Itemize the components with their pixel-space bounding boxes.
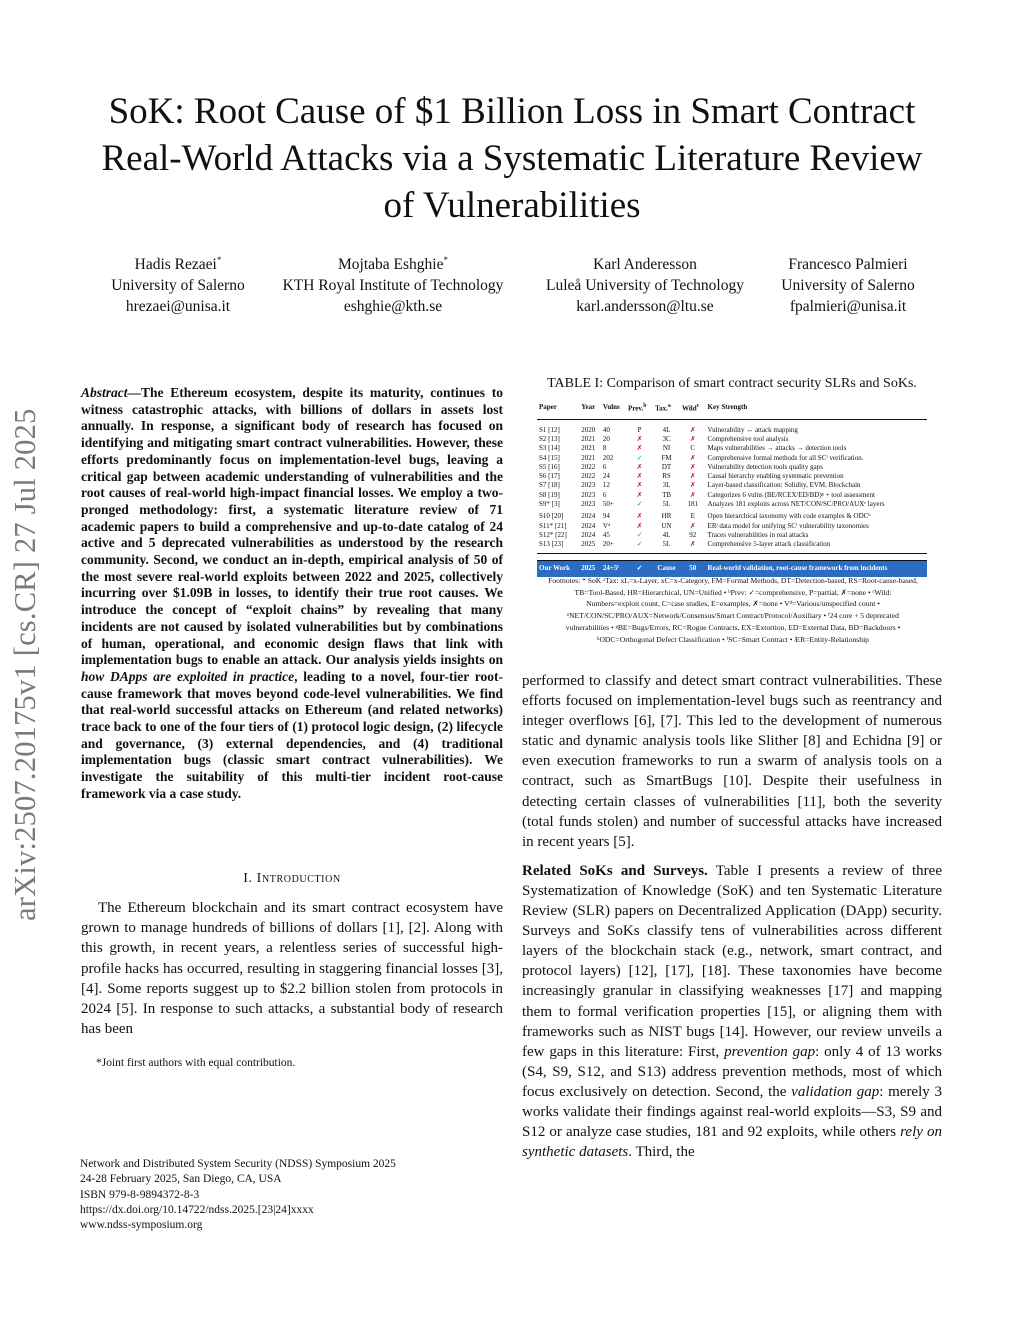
cell-wild: ✗ — [689, 472, 696, 481]
venue-line: Network and Distributed System Security (NDSS) Symposium 2025 — [80, 1158, 396, 1170]
author-4 — [768, 250, 928, 317]
table-row — [537, 540, 927, 554]
cell-year: 2024 — [581, 512, 596, 521]
cell-vulns: 50+ — [602, 500, 614, 508]
table-note-line: ᵉNET/CON/SC/PRO/AUX=Network/Consensus/Smart Contract/Protocol/Auxiliary • ᶠ24 core + 5 deprecated — [567, 611, 899, 621]
cell-strength: Comprehensive formal methods for all SCⁱ verification. — [707, 453, 864, 462]
author-mark: * — [216, 255, 222, 265]
venue-website-link[interactable]: www.ndss-symposium.org — [80, 1219, 203, 1232]
cell-strength: Open hierarchical taxonomy with code examples & ODCʰ — [707, 512, 871, 521]
header-tax-sup: a — [667, 403, 671, 409]
header-prev-sup: b — [643, 403, 647, 409]
cell-prev: P — [637, 425, 642, 434]
cell-strength: Layer-based classification: Solidity, EVM, Blockchain — [707, 481, 861, 490]
author-email[interactable]: karl.andersson@ltu.se — [576, 298, 714, 316]
cell-wild: ✗ — [689, 462, 696, 471]
cell-vulns: 94 — [602, 512, 610, 521]
cell-tax: 5L — [662, 540, 671, 549]
cell-wild: E — [690, 512, 695, 521]
header-vulns: Vulns — [601, 400, 626, 419]
cell-strength: Categorizes 6 vulns (BE/RCEX/ED/BD)ᵍ + tool assessment — [707, 490, 875, 499]
cell-year: 2022 — [581, 472, 596, 481]
cell-year: 2022 — [581, 462, 596, 471]
cell-year: 2021 — [581, 444, 596, 453]
para-text: : only 4 of 13 works (S4, S9, S12, and S13) address prevention methods, most of which focus exclusively on detection. Second, the — [522, 1043, 942, 1100]
table-row — [537, 444, 927, 453]
cell-vulns: 45 — [602, 530, 610, 539]
para-emphasis: rely on synthetic datasets — [522, 1124, 942, 1161]
cell-year: 2023 — [581, 481, 596, 490]
cell-prev: ✗ — [636, 462, 643, 471]
cell-prev: ✓ — [636, 540, 643, 549]
cell-vulns: 202 — [602, 453, 614, 462]
table-caption: TABLE I: Comparison of smart contract security SLRs and SoKs. — [547, 376, 917, 391]
cell-paper: S8 [19] — [539, 490, 560, 499]
cell-tax: 3L — [662, 481, 671, 490]
table-row — [537, 463, 927, 472]
cell-vulns: 20+ — [602, 540, 614, 549]
table-note-line: ʰODC=Orthogonal Defect Classification • ⁱSC=Smart Contract • ʲER=Entity-Relationship — [597, 634, 869, 644]
sok-comparison-table — [537, 400, 927, 577]
cell-year: 2023 — [581, 490, 596, 499]
cell-paper: S1 [12] — [539, 425, 560, 434]
table-note-line: TB=Tool-Based, HR=Hierarchical, UN=Unified • ᵇPrev: ✓=comprehensive, P=partial, ✗=none • ᶜWild: — [574, 587, 892, 597]
cell-year: 2020 — [581, 425, 596, 434]
table-row — [537, 522, 927, 531]
header-strength: Key Strength — [706, 400, 927, 419]
cell-prev: ✓ — [626, 561, 653, 577]
cell-year: 2024 — [581, 521, 596, 530]
cell-wild: ✗ — [689, 425, 696, 434]
table-note-line: Numbers=exploit count, C=case studies, E=examples, ✗=none • Vᵈ=Various/unspecified count • — [586, 599, 880, 609]
cell-strength: Comprehensive tool analysis — [707, 434, 789, 443]
table-row — [537, 435, 927, 444]
cell-prev: ✗ — [636, 444, 643, 453]
author-affiliation: KTH Royal Institute of Technology — [282, 277, 504, 295]
cell-strength: ERʲ data model for unifying SCⁱ vulnerability taxonomies — [707, 521, 869, 530]
table-note-line: Footnotes: * SoK ᵃTax: xL=x-Layer, xC=x-Category, FM=Formal Methods, DT=Detection-based, RS=Root-cause-based, — [548, 576, 918, 585]
right-column-text — [522, 671, 942, 1162]
paragraph-continuation: performed to classify and detect smart contract vulnerabilities. These efforts focused on implementation-level bugs such as reentrancy and integer overflows [6], [7]. This led to the development of numerous static and dynamic analysis tools like Slither [8] and Echidna [9] or even execution frameworks to run a swarm of analysis tools on a contract, such as SmartBugs [10]. Despite their usefulness in detecting certain classes of vulnerabilities [11], both the severity (total funds stolen) and number of successful attacks have increased in recent years [5]. — [522, 673, 942, 850]
cell-year: 2025 — [579, 561, 601, 577]
cell-strength: Comprehensive 5-layer attack classification — [707, 540, 831, 549]
header-prev — [626, 400, 653, 419]
paper-title: SoK: Root Cause of $1 Billion Loss in Smart Contract Real-World Attacks via a Systematic Literature Review of Vulnerabilities — [101, 91, 923, 226]
cell-wild: ✗ — [689, 490, 696, 499]
para-emphasis: prevention gap — [724, 1043, 816, 1060]
author-name: Mojtaba Eshghie — [338, 256, 444, 274]
cell-vulns: 40 — [602, 425, 610, 434]
header-tax — [653, 400, 680, 419]
cell-wild: C — [690, 444, 696, 453]
para-text: . Third, the — [628, 1144, 695, 1161]
cell-vulns: 6 — [602, 462, 607, 471]
footnote: *Joint first authors with equal contribution. — [96, 1057, 296, 1069]
cell-strength: Analyzes 181 exploits across NET/CON/SC/PRO/AUXᵉ layers — [707, 500, 885, 508]
header-tax-label: Tax. — [655, 404, 668, 413]
table-body — [537, 419, 927, 554]
para-emphasis: validation gap — [791, 1083, 880, 1100]
header-prev-label: Prev. — [628, 404, 644, 413]
cell-wild: ✗ — [689, 453, 696, 462]
paragraph-related-work — [522, 861, 942, 1162]
author-email[interactable]: fpalmieri@unisa.it — [789, 298, 907, 316]
header-wild-label: Wild — [681, 404, 697, 413]
cell-wild: ✗ — [689, 521, 696, 530]
table-header-row — [537, 400, 927, 419]
table-row — [537, 481, 927, 490]
cell-tax: TB — [662, 490, 672, 499]
header-wild — [680, 400, 706, 419]
author-name: Karl Anderesson — [593, 256, 697, 274]
cell-vulns: 24 — [602, 472, 610, 481]
author-name: Francesco Palmieri — [788, 256, 908, 274]
cell-tax: 3C — [662, 434, 671, 443]
cell-prev: ✓ — [636, 453, 643, 462]
cell-vulns: Vᵈ — [602, 521, 611, 530]
cell-paper: S4 [15] — [539, 453, 560, 462]
cell-prev: ✗ — [636, 512, 643, 521]
cell-wild: 181 — [687, 500, 698, 508]
author-2 — [266, 250, 520, 317]
cell-paper: S6 [17] — [539, 472, 560, 481]
table-row — [537, 509, 927, 521]
cell-paper: S2 [13] — [539, 434, 560, 443]
cell-paper: S9* [3] — [539, 500, 560, 508]
cell-paper: S3 [14] — [539, 444, 560, 453]
author-email[interactable]: eshghie@kth.se — [343, 298, 443, 316]
table-row — [537, 454, 927, 463]
abstract — [81, 385, 503, 803]
cell-tax: NI — [662, 444, 671, 453]
cell-prev: ✗ — [636, 490, 643, 499]
table-note-line: vulnerabilities • ᵍBE=Bugs/Errors, RC=Rogue Contracts, EX=Extortion, ED=External Data, BD=Backdoors • — [565, 622, 901, 632]
author-3 — [530, 250, 760, 317]
cell-paper: S10 [20] — [539, 512, 564, 521]
cell-vulns: 12 — [602, 481, 610, 490]
cell-wild: 92 — [689, 530, 697, 539]
cell-prev: ✗ — [636, 521, 643, 530]
cell-wild: 50 — [680, 561, 706, 577]
author-name: Hadis Rezaei — [134, 256, 217, 274]
cell-tax: DT — [661, 462, 672, 471]
venue-line: 24-28 February 2025, San Diego, CA, USA — [80, 1173, 282, 1186]
author-affiliation: Luleå University of Technology — [546, 277, 744, 295]
cell-year: 2021 — [581, 453, 596, 462]
cell-vulns: 20 — [602, 434, 610, 443]
cell-prev: ✓ — [636, 500, 643, 508]
cell-wild: ✗ — [689, 434, 696, 443]
cell-paper: S13 [23] — [539, 540, 564, 549]
author-email[interactable]: hrezaei@unisa.it — [125, 298, 231, 316]
cell-year: 2021 — [581, 434, 596, 443]
run-in-heading: Related SoKs and Surveys. — [522, 862, 708, 879]
table-row — [537, 419, 927, 435]
table-footnotes — [522, 575, 944, 645]
abstract-emphasis: how DApps are exploited in practice — [81, 668, 295, 684]
author-affiliation: University of Salerno — [781, 277, 915, 295]
cell-vulns: 6 — [602, 490, 607, 499]
venue-doi-link[interactable]: https://dx.doi.org/10.14722/ndss.2025.[23|24]xxxx — [80, 1203, 314, 1216]
cell-strength: Real-world validation, root-cause framework from incidents — [706, 561, 927, 577]
para-text: : merely 3 works validate their findings against real-world exploits—S3, S9 and S12 or analyze case studies, 181 and 92 exploits, while others — [522, 1083, 942, 1141]
abstract-text-2: , leading to a novel, four-tier root-cause framework that moves beyond code-level vulnerabilities. We find that real-world successful attacks on Ethereum (and related networks) trace back to one of the four tiers of (1) protocol logic design, (2) lifecycle and governance, (3) external dependencies, and (4) traditional implementation bugs (classic smart contract vulnerabilities). We investigate the suitability of this multi-tier incident root-cause framework via a case study. — [81, 668, 503, 801]
cell-paper: S5 [16] — [539, 462, 560, 471]
cell-strength: Maps vulnerabilities → attacks → detection tools — [707, 444, 847, 453]
abstract-text-1: —The Ethereum ecosystem, despite its maturity, continues to witness catastrophic attacks, with billions of dollars in assets lost annually. In response, a significant body of research has focused on identifying and mitigating smart contract vulnerabilities. However, these efforts predominantly focus on implementation-level bugs, leaving a critical gap between academic understanding of vulnerabilities and the root causes of real-world high-impact financial losses. We employ a two-pronged methodology: first, a systematic literature review of 71 academic papers to build a comprehensive and up-to-date catalog of 24 active and 5 deprecated vulnerabilities as understood by the research community. Second, we conduct an in-depth, empirical analysis of 50 of the most severe real-world exploits between 2022 and 2025, collectively incurring over $1.09B in losses, to identify their true root causes. We introduce the concept of “exploit chains” by revealing that many incidents are not caused by isolated vulnerabilities but by combinations of human, operational, and economic design flaws that link with implementation bugs to enable an attack. Our analysis yields insights on — [81, 385, 503, 668]
cell-paper: S7 [18] — [539, 481, 560, 490]
table-row — [537, 472, 927, 481]
cell-strength: Causal hierarchy enabling systematic prevention — [707, 472, 844, 481]
cell-year: 2023 — [581, 500, 596, 508]
venue-info — [80, 1157, 500, 1233]
cell-paper: S12* [22] — [539, 530, 567, 539]
abstract-label: Abstract — [81, 385, 128, 400]
cell-vulns: 8 — [602, 444, 607, 453]
author-mark: * — [443, 255, 448, 265]
header-paper: Paper — [537, 400, 579, 419]
cell-paper: S11* [21] — [539, 521, 567, 530]
cell-prev: ✗ — [636, 481, 643, 490]
cell-tax: Cause — [653, 561, 680, 577]
cell-strength: Traces vulnerabilities in real attacks — [707, 530, 809, 539]
author-1 — [98, 250, 258, 317]
cell-vulns: 24+5ᶠ — [601, 561, 626, 577]
cell-year: 2024 — [581, 530, 596, 539]
section-heading: I. Introduction — [243, 871, 341, 886]
cell-paper: Our Work — [537, 561, 579, 577]
table-footer — [537, 554, 927, 577]
table-row — [537, 531, 927, 540]
cell-strength: Vulnerability ↔ attack mapping — [707, 425, 798, 434]
arxiv-watermark: arXiv:2507.20175v1 [cs.CR] 27 Jul 2025 — [8, 408, 42, 922]
intro-paragraph: The Ethereum blockchain and its smart contract ecosystem have grown to manage hundreds of billions of dollars [1], [2]. Along with this growth, in recent years, a relentless series of successful high-profile hacks has occurred, resulting in staggering financial losses [3], [4]. Some reports suggest up to $2.2 billion stolen from protocols in 2024 [5]. In response to such attacks, a substantial body of research has been — [81, 900, 503, 1038]
venue-line: ISBN 979-8-9894372-8-3 — [80, 1188, 200, 1201]
header-year: Year — [579, 400, 601, 419]
intro-section — [81, 898, 503, 1039]
cell-prev: ✗ — [636, 472, 643, 481]
cell-tax: UN — [661, 521, 672, 530]
table-spacer-row — [537, 554, 927, 561]
cell-tax: 5L — [662, 500, 671, 508]
author-affiliation: University of Salerno — [111, 277, 245, 295]
cell-tax: RS — [662, 472, 671, 481]
cell-strength: Vulnerability detection tools quality gaps — [707, 462, 823, 471]
table-row — [537, 500, 927, 509]
cell-tax: FM — [661, 453, 672, 462]
cell-tax: 4L — [662, 530, 671, 539]
para-text: Table I presents a review of three Systematization of Knowledge (SoK) and ten Systematic Literature Review (SLR) papers on Decentralized Application (DApp) security. Surveys and SoKs classify tens of vulnerabilities across different layers of the blockchain stack (e.g., network, smart contract, and protocol layers) [12], [17], [18]. These taxonomies have become increasingly granular in classifying weaknesses [17] and mapping them to formal verification properties [15], or aligning them with frameworks such as NIST bugs [14]. However, our review unveils a few gaps in this literature: First, — [522, 862, 942, 1060]
cell-wild: ✗ — [689, 540, 696, 549]
cell-year: 2025 — [581, 540, 596, 549]
cell-prev: ✗ — [636, 434, 643, 443]
cell-tax: 4L — [662, 425, 671, 434]
cell-wild: ✗ — [689, 481, 696, 490]
cell-tax: HR — [661, 512, 672, 521]
cell-prev: ✓ — [636, 530, 643, 539]
header-wild-sup: c — [696, 403, 700, 409]
table-row — [537, 491, 927, 500]
